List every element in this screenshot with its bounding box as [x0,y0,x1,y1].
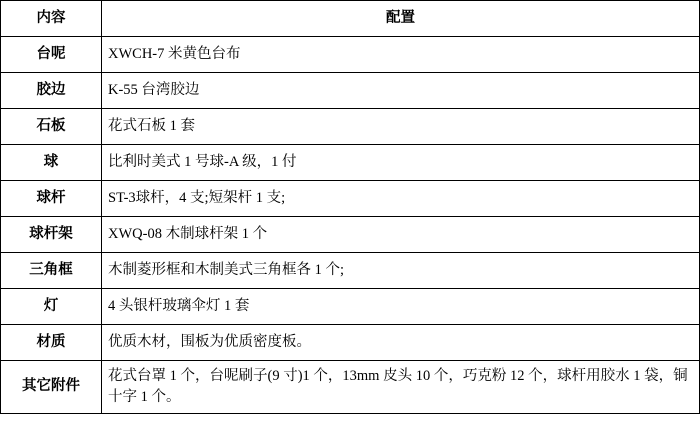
row-value: XWQ-08 木制球杆架 1 个 [102,217,700,253]
table-row [1,73,700,109]
row-value: 花式石板 1 套 [102,109,700,145]
table-row [1,37,700,73]
row-label: 胶边 [1,73,102,109]
row-value: 比利时美式 1 号球-A 级，1 付 [102,145,700,181]
row-label: 球杆 [1,181,102,217]
row-label: 三角框 [1,253,102,289]
row-label: 球杆架 [1,217,102,253]
row-value: XWCH-7 米黄色台布 [102,37,700,73]
row-label: 台呢 [1,37,102,73]
table-row [1,109,700,145]
row-value: 花式台罩 1 个，台呢刷子(9 寸)1 个，13mm 皮头 10 个，巧克粉 12 个，球杆用胶水 1 袋，铜十字 1 个。 [102,361,700,414]
table-row [1,145,700,181]
header-cell-configuration: 配置 [102,1,700,37]
table-body [1,1,700,414]
table-header-row [1,1,700,37]
row-value: ST-3球杆，4 支;短架杆 1 支; [102,181,700,217]
table-row [1,361,700,414]
table-row [1,181,700,217]
row-label: 灯 [1,289,102,325]
row-label: 石板 [1,109,102,145]
table-row [1,253,700,289]
header-cell-content: 内容 [1,1,102,37]
table-row [1,325,700,361]
table-row [1,217,700,253]
row-label: 材质 [1,325,102,361]
row-value: 优质木材，围板为优质密度板。 [102,325,700,361]
row-value: K-55 台湾胶边 [102,73,700,109]
row-label: 球 [1,145,102,181]
row-value: 木制菱形框和木制美式三角框各 1 个; [102,253,700,289]
row-value: 4 头银杆玻璃伞灯 1 套 [102,289,700,325]
table-row [1,289,700,325]
row-label: 其它附件 [1,361,102,414]
